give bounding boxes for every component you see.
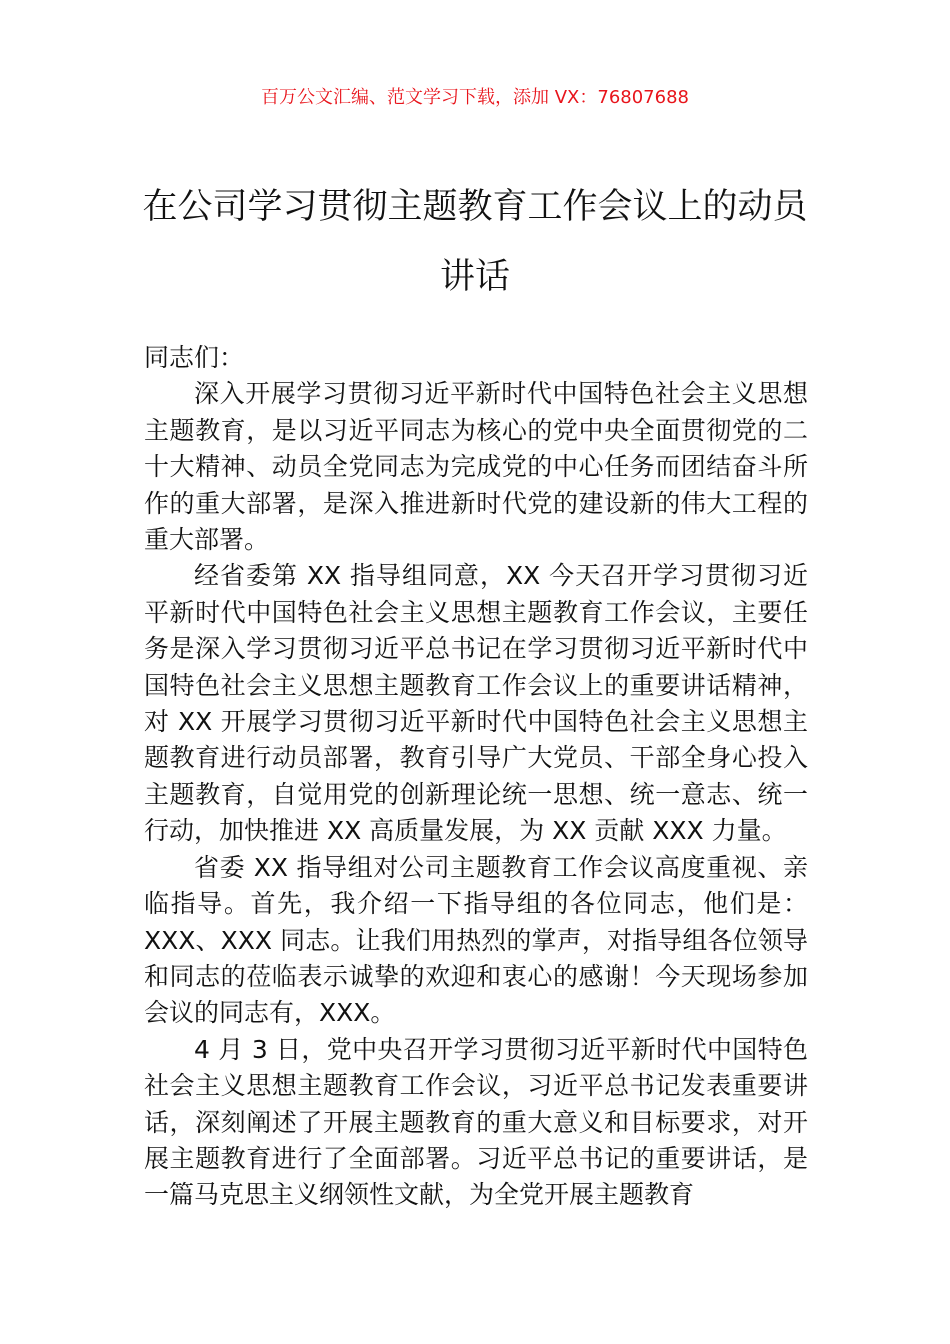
salutation: 同志们： [144, 343, 245, 372]
paragraph: 深入开展学习贯彻习近平新时代中国特色社会主义思想主题教育，是以习近平同志为核心的党中央全面贯彻党的二十大精神、动员全党同志为完成党的中心任务而团结奋斗所作的重大部署，是深入推进新时代党的建设新的伟大工程的重大部署。 [144, 379, 808, 555]
page-title: 在公司学习贯彻主题教育工作会议上的动员讲话 [142, 187, 808, 297]
header-banner: 百万公文汇编、范文学习下载，添加 VX：76807688 [261, 87, 689, 108]
paragraph: 经省委第 XX 指导组同意，XX 今天召开学习贯彻习近平新时代中国特色社会主义思想主题教育工作会议，主要任务是深入学习贯彻习近平总书记在学习贯彻习近平新时代中国特色社会主义思想主题教育工作会议上的重要讲话精神，对 XX 开展学习贯彻习近平新时代中国特色社会主义思想主题教育进行动员部署，教育引导广大党员、干部全身心投入主题教育，自觉用党的创新理论统一思想、统一意志、统一行动，加快推进 XX 高质量发展，为 XX 贡献 XXX 力量。 [144, 561, 808, 846]
paragraph: 省委 XX 指导组对公司主题教育工作会议高度重视、亲临指导。首先，我介绍一下指导组的各位同志，他们是：XXX、XXX 同志。让我们用热烈的掌声，对指导组各位领导和同志的莅临表示诚挚的欢迎和衷心的感谢！今天现场参加会议的同志有，XXX。 [144, 852, 808, 1028]
paragraph: 4 月 3 日，党中央召开学习贯彻习近平新时代中国特色社会主义思想主题教育工作会议，习近平总书记发表重要讲话，深刻阐述了开展主题教育的重大意义和目标要求，对开展主题教育进行了全面部署。习近平总书记的重要讲话，是一篇马克思主义纲领性文献，为全党开展主题教育 [144, 1034, 808, 1210]
document-body [144, 340, 808, 1214]
